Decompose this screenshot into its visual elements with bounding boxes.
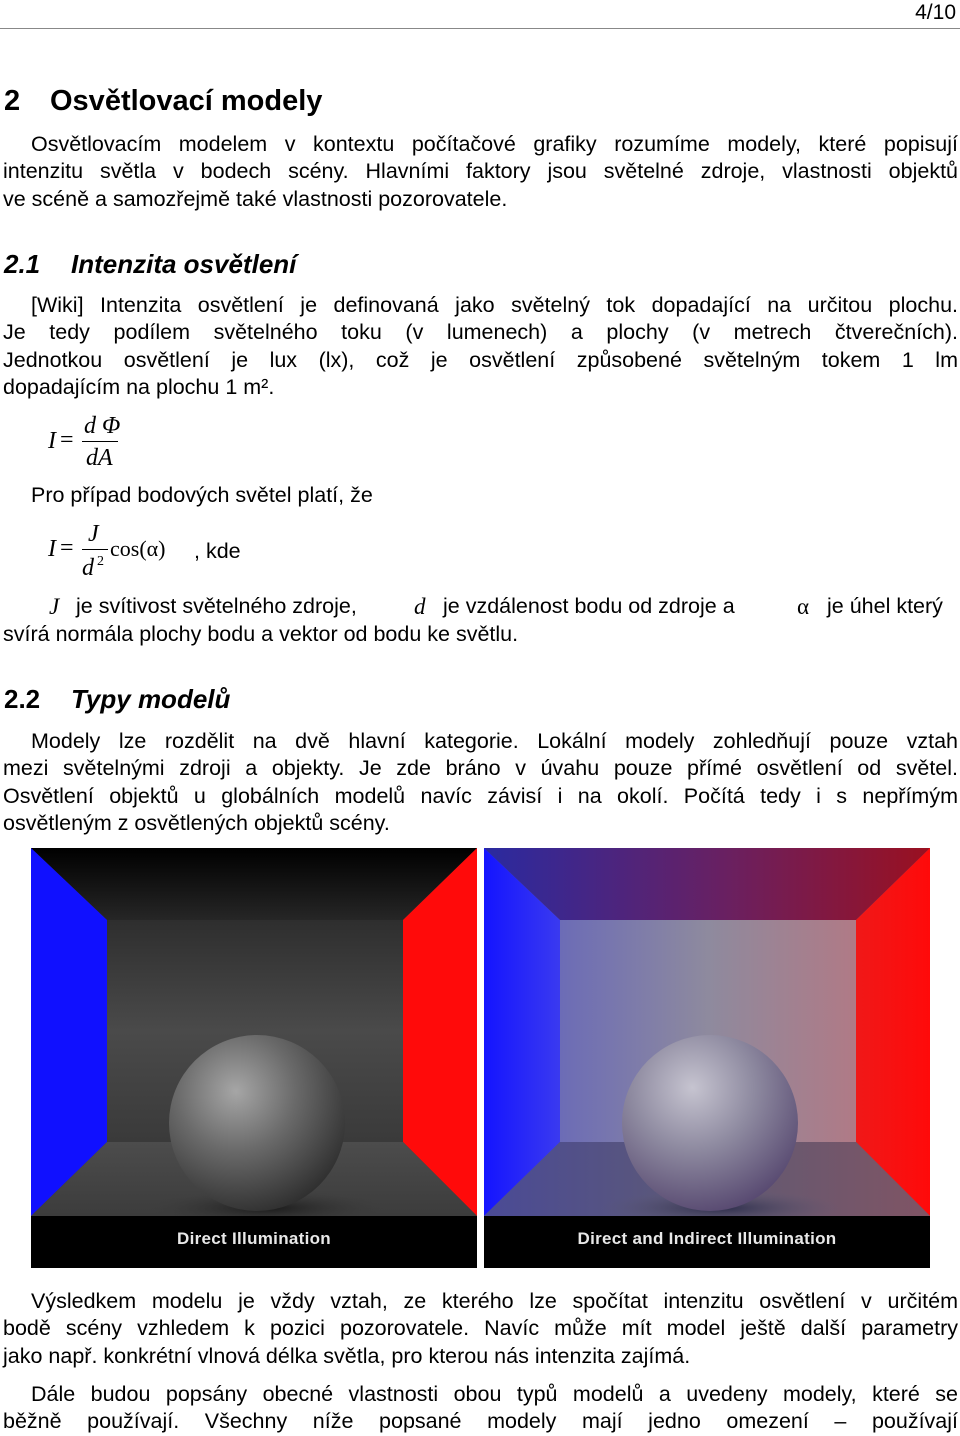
model-types-line-1: Modely lze rozdělit na dvě hlavní kategorie. Lokální modely zohledňují pouze vztah <box>31 729 958 753</box>
subsection-heading-2-2 <box>4 683 230 715</box>
eq2-equals: = <box>60 535 74 561</box>
figure-caption: Direct and Indirect Illumination <box>484 1216 930 1268</box>
intensity-line-1: [Wiki] Intenzita osvětlení je definovaná jako světelný tok dopadající na určitou plochu. <box>31 293 958 317</box>
intensity-paragraph <box>3 292 958 401</box>
eq2-denominator: d <box>82 555 94 581</box>
intro-line-3: ve scéně a samozřejmě také vlastnosti pozorovatele. <box>3 186 508 211</box>
eq1-denominator: dA <box>86 445 113 471</box>
intensity-line-3: Jednotkou osvětlení je lux (lx), což je osvětlení způsobené světelným tokem 1 lm <box>3 347 958 372</box>
eq2-exponent: 2 <box>97 554 104 569</box>
equation-point-light <box>46 518 306 582</box>
var-d-symbol: d <box>414 594 426 619</box>
intro-paragraph <box>3 131 958 213</box>
cornell-box-direct-image <box>31 848 477 1268</box>
point-light-intro <box>3 482 958 509</box>
var-alpha-symbol: α <box>797 594 810 619</box>
eq2-numerator: J <box>88 521 99 547</box>
intensity-line-2: Je tedy podílem světelného toku (v lumenech) a plochy (v metrech čtverečních). <box>3 320 958 345</box>
model-types-line-4: osvětleným z osvětlených objektů scény. <box>3 810 390 835</box>
section-number: 2 <box>4 85 21 117</box>
next-line-1: Dále budou popsány obecné vlastnosti obou typů modelů a uvedeny modely, které se <box>31 1382 958 1406</box>
variable-definitions <box>0 593 960 621</box>
subsection-heading-2-1 <box>4 248 296 280</box>
eq2-fraction-bar <box>82 549 108 550</box>
eq1-numerator: d Φ <box>84 413 121 439</box>
result-line-2: bodě scény vzhledem k pozici pozorovatele. Navíc může mít model ještě další parametry <box>3 1316 958 1341</box>
result-line-3: jako např. konkrétní vlnová délka světla, pro kterou nás intenzita zajímá. <box>3 1343 691 1368</box>
model-types-line-2: mezi světelnými zdroji a objekty. Je zde bráno v úvahu pouze přímé osvětlení od světel. <box>3 756 958 781</box>
eq1-lhs: I <box>48 428 56 454</box>
var-j-symbol: J <box>49 594 60 619</box>
variable-definitions-line-2: svírá normála plochy bodu a vektor od bodu ke světlu. <box>3 622 519 646</box>
figure-direct-illumination <box>31 848 477 1268</box>
equation-illuminance <box>46 412 136 472</box>
section-title: Osvětlovací modely <box>50 85 323 117</box>
next-paragraph <box>3 1381 958 1436</box>
figure-direct-indirect-illumination <box>484 848 930 1268</box>
subsection-number: 2.2 <box>4 684 41 714</box>
section-heading <box>4 84 322 118</box>
variable-definitions-continued <box>3 621 958 648</box>
var-d-text: je vzdálenost bodu od zdroje a <box>443 594 735 618</box>
intro-line-2: intenzitu světla v bodech scény. Hlavními faktory jsou světelné zdroje, vlastnosti objektů <box>3 159 958 184</box>
page-number: 4/10 <box>915 1 956 24</box>
intensity-line-4: dopadajícím na plochu 1 m². <box>3 374 275 399</box>
eq2-cos-function: cos(α) <box>110 536 166 561</box>
next-line-2: běžně používají. Všechny níže popsané modely mají jedno omezení – používají <box>3 1409 958 1434</box>
eq2-lhs: I <box>48 536 56 562</box>
var-alpha-text: je úhel který <box>827 594 943 618</box>
intro-line-1: Osvětlovacím modelem v kontextu počítačové grafiky rozumíme modely, které popisují <box>31 132 958 156</box>
figure-caption: Direct Illumination <box>31 1216 477 1268</box>
cornell-box-global-image <box>484 848 930 1268</box>
model-types-paragraph <box>3 728 958 837</box>
subsection-title: Intenzita osvětlení <box>71 249 297 279</box>
subsection-title: Typy modelů <box>71 684 231 714</box>
point-light-text: Pro případ bodových světel platí, že <box>31 483 373 507</box>
eq2-suffix: , kde <box>194 539 241 563</box>
result-paragraph <box>3 1288 958 1370</box>
result-line-1: Výsledkem modelu je vždy vztah, ze kterého lze spočítat intenzitu osvětlení v určitém <box>31 1289 958 1313</box>
header-rule <box>0 28 960 29</box>
eq1-fraction-bar <box>82 441 118 442</box>
subsection-number: 2.1 <box>4 249 41 279</box>
var-j-text: je svítivost světelného zdroje, <box>76 594 357 618</box>
eq1-equals: = <box>60 427 74 453</box>
model-types-line-3: Osvětlení objektů u globálních modelů navíc závisí i na okolí. Počítá tedy i s nepřímým <box>3 783 958 808</box>
